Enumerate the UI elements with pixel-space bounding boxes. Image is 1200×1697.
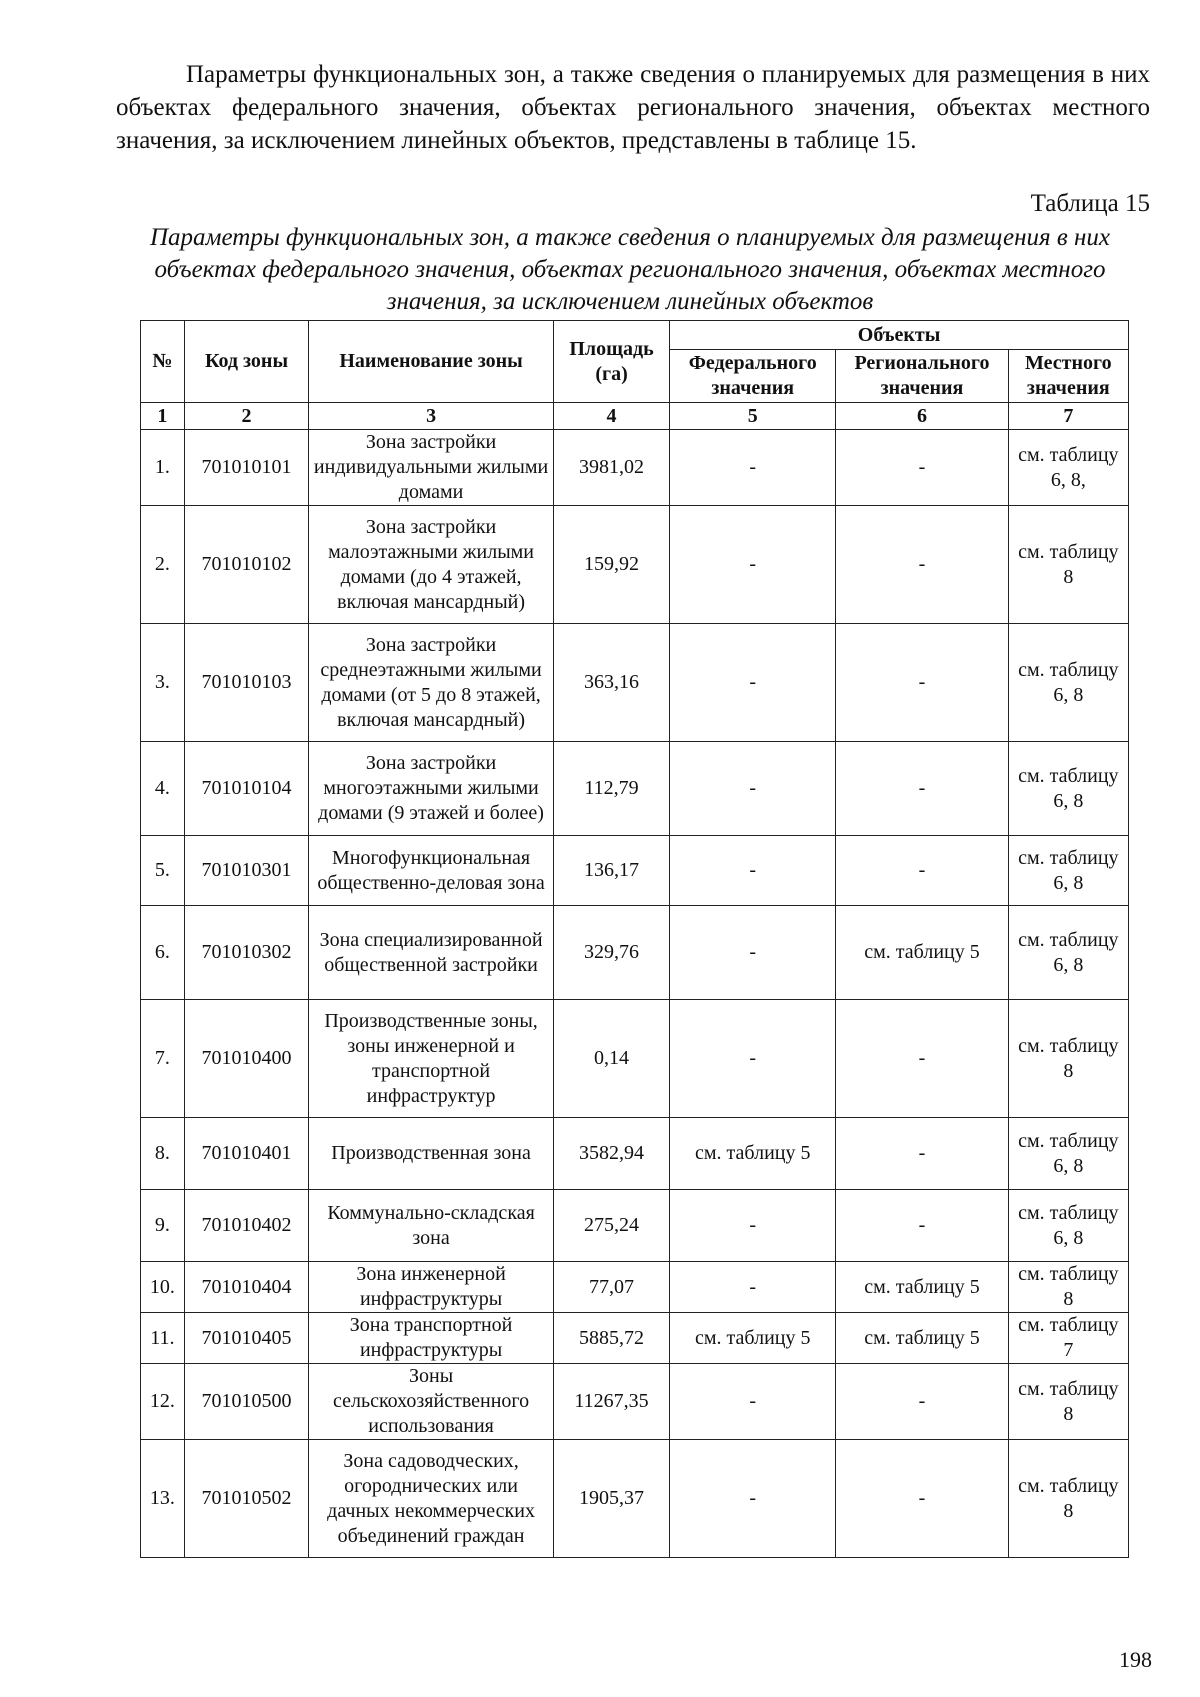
cell-num: 9.	[141, 1190, 185, 1262]
cell-num: 6.	[141, 906, 185, 1000]
cell-regional: -	[836, 430, 1008, 506]
table-row	[141, 430, 1129, 506]
table-row	[141, 906, 1129, 1000]
cell-federal: -	[670, 1440, 836, 1558]
cell-code: 701010401	[184, 1118, 308, 1190]
header-regional: Регионального значения	[836, 350, 1008, 403]
cell-num: 5.	[141, 836, 185, 906]
cell-num: 1.	[141, 430, 185, 506]
cell-name: Зона инженерной инфраструктуры	[309, 1262, 554, 1313]
cell-num: 8.	[141, 1118, 185, 1190]
cell-federal: -	[670, 1364, 836, 1440]
cell-code: 701010102	[184, 506, 308, 624]
cell-federal: -	[670, 1000, 836, 1118]
cell-area: 159,92	[553, 506, 669, 624]
cell-name: Зона застройки многоэтажными жилыми домами (9 этажей и более)	[309, 742, 554, 836]
column-number: 6	[836, 403, 1008, 430]
cell-name: Многофункциональная общественно-деловая зона	[309, 836, 554, 906]
cell-area: 275,24	[553, 1190, 669, 1262]
cell-local: см. таблицу 6, 8	[1008, 1118, 1128, 1190]
header-area: Площадь (га)	[553, 321, 669, 403]
cell-local: см. таблицу 6, 8	[1008, 906, 1128, 1000]
column-number: 3	[309, 403, 554, 430]
column-numbers-row	[141, 403, 1129, 430]
column-number: 5	[670, 403, 836, 430]
cell-regional: -	[836, 742, 1008, 836]
table-caption: Параметры функциональных зон, а также сведения о планируемых для размещения в них объектах федерального значения, объектах регионального значения, объектах местного значения, за исключением линейных объектов	[149, 224, 1111, 315]
header-objects: Объекты	[670, 321, 1129, 350]
cell-local: см. таблицу 6, 8	[1008, 836, 1128, 906]
cell-code: 701010301	[184, 836, 308, 906]
cell-regional: -	[836, 1364, 1008, 1440]
intro-paragraph: Параметры функциональных зон, а также сведения о планируемых для размещения в них объектах федерального значения, объектах регионального значения, объектах местного значения, за исключением линейных объектов, представлены в таблице 15.	[116, 61, 1150, 154]
cell-num: 7.	[141, 1000, 185, 1118]
table-label: Таблица 15	[1030, 190, 1150, 217]
cell-code: 701010103	[184, 624, 308, 742]
table-row	[141, 836, 1129, 906]
table-row	[141, 1440, 1129, 1558]
cell-area: 112,79	[553, 742, 669, 836]
cell-code: 701010104	[184, 742, 308, 836]
cell-regional: -	[836, 624, 1008, 742]
cell-federal: -	[670, 1190, 836, 1262]
cell-regional: -	[836, 1440, 1008, 1558]
table-row	[141, 1118, 1129, 1190]
cell-name: Производственная зона	[309, 1118, 554, 1190]
column-number: 2	[184, 403, 308, 430]
table-row	[141, 742, 1129, 836]
cell-regional: -	[836, 506, 1008, 624]
table-row	[141, 1262, 1129, 1313]
page-number: 198	[1119, 1647, 1152, 1672]
table-row	[141, 1000, 1129, 1118]
cell-num: 10.	[141, 1262, 185, 1313]
cell-area: 5885,72	[553, 1313, 669, 1364]
cell-code: 701010500	[184, 1364, 308, 1440]
cell-num: 11.	[141, 1313, 185, 1364]
table-row	[141, 1364, 1129, 1440]
cell-area: 3582,94	[553, 1118, 669, 1190]
cell-federal: -	[670, 1262, 836, 1313]
header-name: Наименование зоны	[309, 321, 554, 403]
cell-federal: -	[670, 430, 836, 506]
header-code: Код зоны	[184, 321, 308, 403]
cell-area: 3981,02	[553, 430, 669, 506]
cell-name: Зона специализированной общественной застройки	[309, 906, 554, 1000]
cell-num: 4.	[141, 742, 185, 836]
header-federal: Федерального значения	[670, 350, 836, 403]
table-row	[141, 1190, 1129, 1262]
cell-area: 363,16	[553, 624, 669, 742]
column-number: 7	[1008, 403, 1128, 430]
zones-table	[140, 320, 1129, 1558]
column-number: 4	[553, 403, 669, 430]
cell-regional: -	[836, 836, 1008, 906]
cell-num: 2.	[141, 506, 185, 624]
cell-code: 701010400	[184, 1000, 308, 1118]
cell-regional: см. таблицу 5	[836, 906, 1008, 1000]
cell-federal: -	[670, 506, 836, 624]
cell-name: Зона транспортной инфраструктуры	[309, 1313, 554, 1364]
cell-regional: -	[836, 1000, 1008, 1118]
cell-regional: см. таблицу 5	[836, 1262, 1008, 1313]
cell-area: 77,07	[553, 1262, 669, 1313]
cell-area: 136,17	[553, 836, 669, 906]
cell-area: 1905,37	[553, 1440, 669, 1558]
cell-code: 701010405	[184, 1313, 308, 1364]
cell-num: 3.	[141, 624, 185, 742]
cell-local: см. таблицу 6, 8,	[1008, 430, 1128, 506]
cell-name: Зоны сельскохозяйственного использования	[309, 1364, 554, 1440]
cell-federal: см. таблицу 5	[670, 1313, 836, 1364]
cell-local: см. таблицу 6, 8	[1008, 1190, 1128, 1262]
column-number: 1	[141, 403, 185, 430]
header-local: Местного значения	[1008, 350, 1128, 403]
cell-local: см. таблицу 8	[1008, 1364, 1128, 1440]
cell-num: 12.	[141, 1364, 185, 1440]
table-row	[141, 1313, 1129, 1364]
cell-local: см. таблицу 8	[1008, 1000, 1128, 1118]
table-row	[141, 506, 1129, 624]
table-body	[141, 430, 1129, 1558]
cell-local: см. таблицу 7	[1008, 1313, 1128, 1364]
cell-name: Зона садоводческих, огороднических или дачных некоммерческих объединений граждан	[309, 1440, 554, 1558]
cell-code: 701010502	[184, 1440, 308, 1558]
cell-local: см. таблицу 8	[1008, 1440, 1128, 1558]
cell-federal: -	[670, 624, 836, 742]
cell-code: 701010404	[184, 1262, 308, 1313]
cell-area: 0,14	[553, 1000, 669, 1118]
cell-local: см. таблицу 8	[1008, 506, 1128, 624]
cell-name: Зона застройки индивидуальными жилыми домами	[309, 430, 554, 506]
table-row	[141, 624, 1129, 742]
cell-federal: -	[670, 836, 836, 906]
cell-federal: см. таблицу 5	[670, 1118, 836, 1190]
cell-name: Коммунально-складская зона	[309, 1190, 554, 1262]
cell-code: 701010302	[184, 906, 308, 1000]
cell-name: Производственные зоны, зоны инженерной и транспортной инфраструктур	[309, 1000, 554, 1118]
cell-code: 701010101	[184, 430, 308, 506]
cell-name: Зона застройки среднеэтажными жилыми домами (от 5 до 8 этажей, включая мансардный)	[309, 624, 554, 742]
cell-name: Зона застройки малоэтажными жилыми домами (до 4 этажей, включая мансардный)	[309, 506, 554, 624]
cell-federal: -	[670, 906, 836, 1000]
header-num: №	[141, 321, 185, 403]
cell-num: 13.	[141, 1440, 185, 1558]
cell-regional: см. таблицу 5	[836, 1313, 1008, 1364]
cell-local: см. таблицу 6, 8	[1008, 624, 1128, 742]
cell-local: см. таблицу 8	[1008, 1262, 1128, 1313]
cell-regional: -	[836, 1118, 1008, 1190]
cell-local: см. таблицу 6, 8	[1008, 742, 1128, 836]
cell-federal: -	[670, 742, 836, 836]
cell-code: 701010402	[184, 1190, 308, 1262]
cell-regional: -	[836, 1190, 1008, 1262]
cell-area: 329,76	[553, 906, 669, 1000]
cell-area: 11267,35	[553, 1364, 669, 1440]
